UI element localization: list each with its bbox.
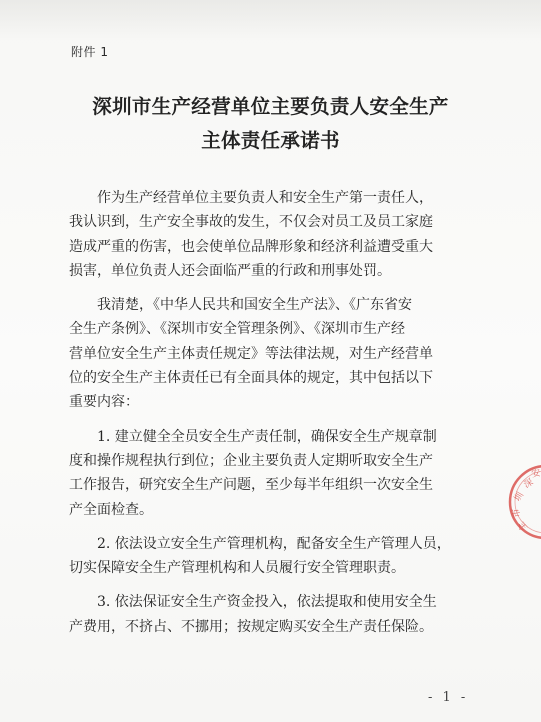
- body-line: 度和操作规程执行到位；企业主要负责人定期听取安全生产: [69, 452, 433, 469]
- body-line: 3. 依法保证安全生产资金投入，依法提取和使用安全生: [97, 594, 437, 611]
- body-line: 我清楚，《中华人民共和国安全生产法》、《广东省安: [97, 297, 412, 314]
- body-line: 工作报告，研究安全生产问题，至少每半年组织一次安全生: [69, 477, 433, 494]
- svg-text:市: 市: [511, 507, 523, 519]
- svg-text:安: 安: [530, 468, 541, 480]
- body-line: 1. 建立健全全员安全生产责任制，确保安全生产规章制: [97, 428, 437, 445]
- svg-text:全: 全: [516, 519, 531, 533]
- body-line: 作为生产经营单位主要负责人和安全生产第一责任人，: [97, 190, 433, 206]
- page-number: - 1 -: [428, 690, 469, 705]
- body-line: 切实保障安全生产管理机构和人员履行安全管理职责。: [69, 560, 405, 577]
- body-line: 产全面检查。: [69, 501, 153, 518]
- seal-stamp-icon: [506, 462, 541, 542]
- body-line: 全生产条例》、《深圳市安全管理条例》、《深圳市生产经: [69, 321, 405, 338]
- body-line: 损害，单位负责人还会面临严重的行政和刑事处罚。: [69, 262, 391, 279]
- document-body: [69, 186, 471, 639]
- body-line: 位的安全生产主体责任已有全面具体的规定，其中包括以下: [69, 370, 433, 387]
- document-title-line-2: 主体责任承诺书: [201, 129, 340, 152]
- document-title-line-1: 深圳市生产经营单位主要负责人安全生产: [92, 95, 449, 118]
- body-line: 造成严重的伤害，也会使单位品牌形象和经济利益遭受重大: [69, 238, 433, 255]
- body-line: 2. 依法设立安全生产管理机构，配备安全生产管理人员，: [97, 535, 451, 552]
- svg-text:深: 深: [522, 477, 536, 491]
- svg-text:圳: 圳: [512, 490, 527, 504]
- body-line: 我认识到，生产安全事故的发生，不仅会对员工及员工家庭: [69, 214, 433, 231]
- body-line: 重要内容：: [69, 394, 139, 411]
- attachment-label: 附件 1: [71, 45, 109, 59]
- body-line: 营单位安全生产主体责任规定》等法律法规，对生产经营单: [69, 345, 433, 362]
- body-line: 产费用，不挤占、不挪用；按规定购买安全生产责任保险。: [69, 618, 433, 635]
